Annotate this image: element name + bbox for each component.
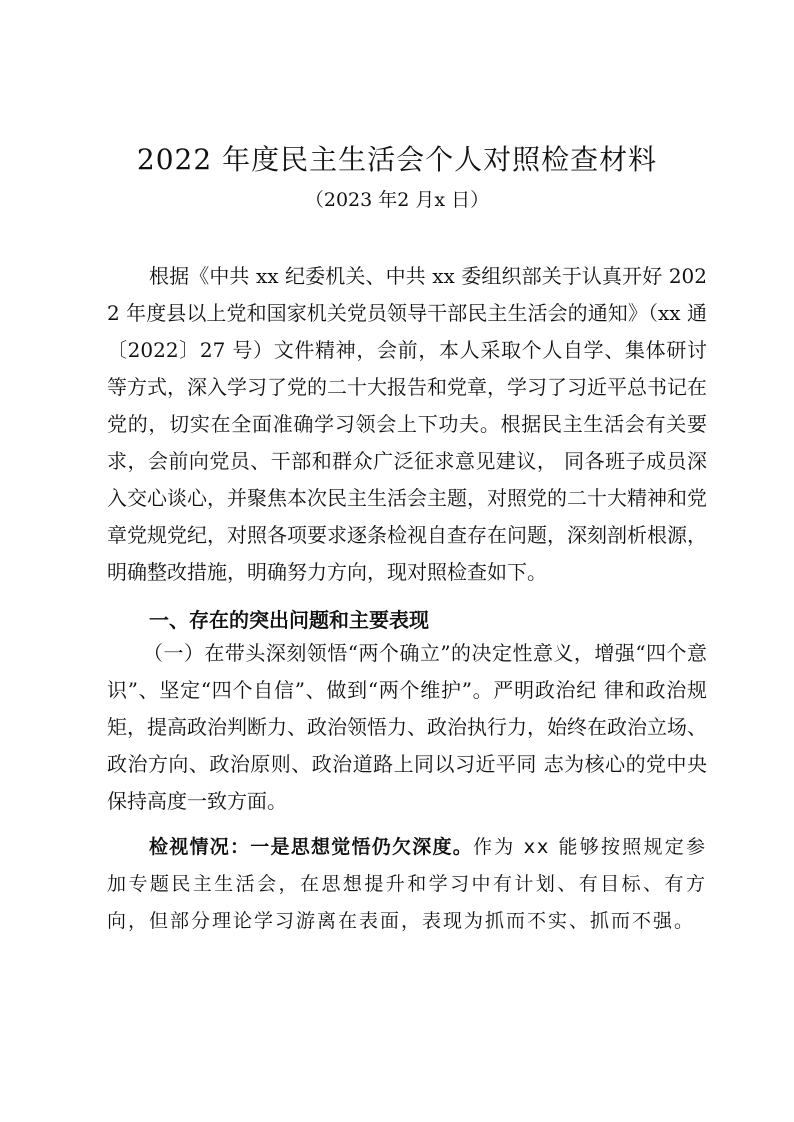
intro-paragraph: 根据《中共 xx 纪委机关、中共 xx 委组织部关于认真开好 2022 年度县以上党和国家机关党员领导干部民主生活会的通知》（xx 通〔2022〕27 号）文件精神，会前，本人采取个人自学、集体研讨等方式，深入学习了党的二十大报告和党章，学习了习近平总书记在党的，切实在全面准确学习领会上下功夫。根据民主生活会有关要求，会前向党员、干部和群众广泛征求意见建议， 同各班子成员深入交心谈心，并聚焦本次民主生活会主题，对照党的二十大精神和党章党规党纪，对照各项要求逐条检视自查存在问题，深刻剖析根源，明确整改措施，明确努力方向，现对照检查如下。 [107, 264, 707, 584]
inspection-paragraph [107, 829, 707, 940]
document-title: 2022 年度民主生活会个人对照检查材料 [136, 143, 658, 176]
section-heading: 一、存在的突出问题和主要表现 [149, 608, 429, 632]
document-date: （2023 年2 月x 日） [304, 189, 490, 211]
issue-paragraph: （一）在带头深刻领悟“两个确立”的决定性意义，增强“四个意识”、坚定“四个自信”、做到“两个维护”。严明政治纪 律和政治规矩，提高政治判断力、政治领悟力、政治执行力，始终在政治立场、政治方向、政治原则、政治道路上同以习近平同 志为核心的党中央保持高度一致方面。 [107, 641, 707, 813]
inspection-lead: 检视情况：一是思想觉悟仍欠深度。 [149, 836, 473, 858]
inspection-text: 作为 xx 能够按照规定参加专题民主生活会，在思想提升和学习中有计划、有目标、有方向，但部分理论学习游离在表面，表现为抓而不实、抓而不强。 [107, 836, 707, 932]
